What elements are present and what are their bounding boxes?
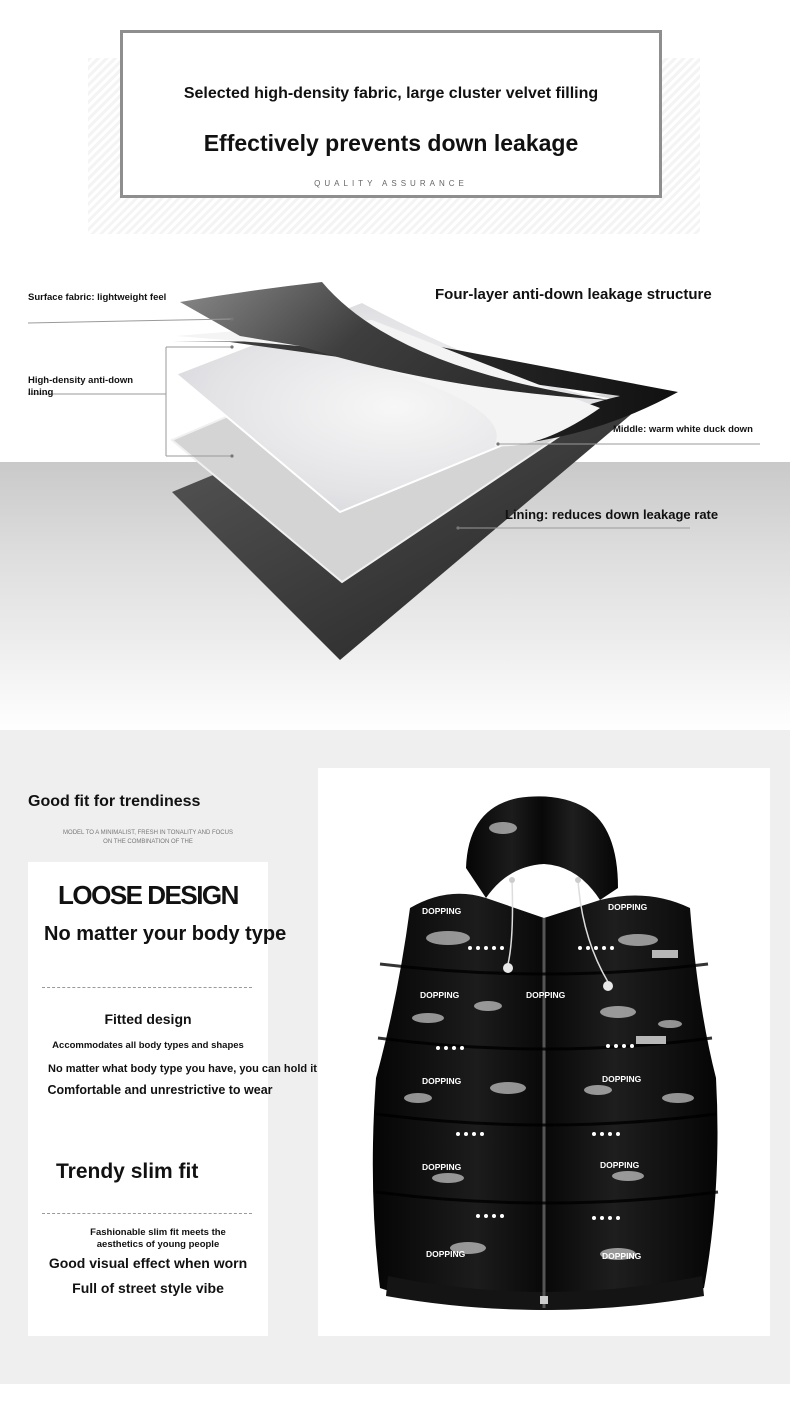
header-title: Effectively prevents down leakage [203,130,579,156]
inner-lining-label: Lining: reduces down leakage rate [505,507,719,522]
body-type-heading: No matter your body type [44,923,287,945]
middle-label: Middle: warm white duck down [613,424,753,435]
vest-brand-text-2: DOPPING [608,902,648,912]
layers-title: Four-layer anti-down leakage structure [435,286,712,303]
divider-1 [42,987,252,988]
visual-effect-text: Good visual effect when worn [48,1255,248,1271]
vest-hood [466,796,618,900]
vest-brand-text-4: DOPPING [526,990,566,1000]
hooded-vest-image [318,768,770,1336]
fabric-layers-illustration [0,250,790,690]
vest-brand-text-3: DOPPING [420,990,460,1000]
lining-label: High-density anti-down lining [28,375,134,398]
fit-subtext: MODEL TO A MINIMALIST, FRESH IN TONALITY AND FOCUS ON THE COMBINATION OF THE [63,830,233,845]
vest-brand-text-5: DOPPING [422,1076,462,1086]
product-image-card [318,768,770,1336]
divider-2 [42,1213,252,1214]
vest-brand-text-1: DOPPING [422,906,462,916]
features-card [28,862,317,1336]
fitted-design-title: Fitted design [104,1011,192,1027]
vest-brand-text-6: DOPPING [602,1074,642,1084]
hold-it-text: No matter what body type you have, you can hold it [48,1063,317,1075]
vest-brand-text-10: DOPPING [602,1251,642,1261]
trendy-heading: Trendy slim fit [56,1160,199,1183]
street-style-text: Full of street style vibe [72,1280,224,1296]
vest-brand-text-8: DOPPING [600,1160,640,1170]
vest-brand-text-7: DOPPING [422,1162,462,1172]
vest-brand-text-9: DOPPING [426,1249,466,1259]
surface-fabric-label: Surface fabric: lightweight feel [28,292,167,303]
fashionable-text: Fashionable slim fit meets the aesthetics of young people [90,1227,226,1250]
header-box [120,30,662,198]
header-subtitle: Selected high-density fabric, large cluster velvet filling [183,85,599,102]
fit-title: Good fit for trendiness [28,793,201,810]
header-tagline: QUALITY ASSURANCE [314,179,468,188]
accommodates-text: Accommodates all body types and shapes [52,1040,244,1051]
loose-design-heading: LOOSE DESIGN [58,880,238,910]
comfortable-text: Comfortable and unrestrictive to wear [47,1083,273,1097]
